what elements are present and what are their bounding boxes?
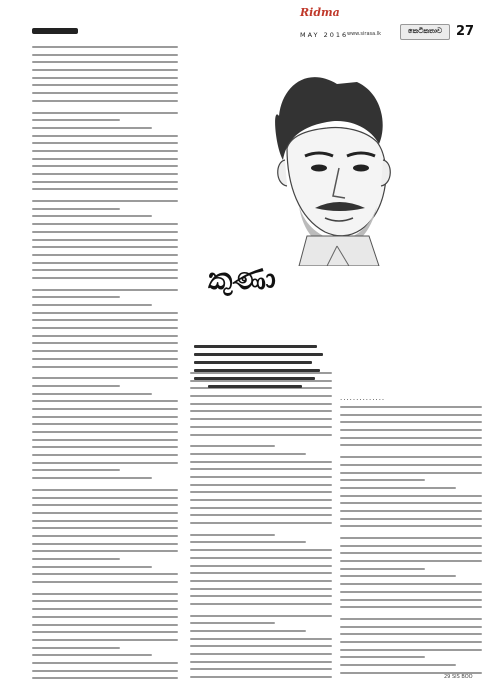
text-line	[32, 200, 178, 202]
text-line	[190, 418, 332, 420]
text-line	[340, 545, 482, 547]
text-line	[32, 54, 178, 56]
text-line	[32, 639, 178, 641]
text-line	[32, 446, 178, 448]
text-line	[340, 495, 482, 497]
text-line	[190, 549, 332, 551]
text-line	[190, 653, 332, 655]
text-line	[32, 423, 178, 425]
text-line	[32, 631, 178, 633]
text-line	[190, 453, 306, 455]
text-line	[340, 537, 482, 539]
text-line	[190, 615, 332, 617]
text-line	[340, 591, 482, 593]
text-line	[190, 461, 332, 463]
text-line	[32, 535, 178, 537]
text-line	[32, 527, 178, 529]
text-line	[340, 464, 482, 466]
section-badge	[400, 24, 450, 40]
text-line	[32, 231, 178, 233]
text-line	[190, 499, 332, 501]
text-line	[32, 304, 152, 306]
text-line	[190, 622, 275, 624]
text-line	[32, 670, 178, 672]
text-line	[32, 312, 178, 314]
text-line	[340, 414, 482, 416]
text-line	[32, 377, 178, 379]
text-line	[32, 550, 178, 552]
text-line	[190, 676, 332, 678]
text-line	[340, 583, 482, 585]
text-line	[190, 645, 332, 647]
text-line	[32, 400, 178, 402]
website: www.sirasa.lk	[347, 31, 382, 37]
text-line	[190, 445, 275, 447]
text-line	[32, 469, 120, 471]
text-line	[32, 543, 178, 545]
text-line	[340, 421, 482, 423]
text-line	[32, 289, 178, 291]
text-line	[340, 641, 482, 643]
text-line	[340, 472, 482, 474]
text-line	[32, 654, 152, 656]
text-line	[32, 61, 178, 63]
text-line	[340, 575, 456, 577]
text-line	[32, 127, 152, 129]
text-line	[32, 662, 178, 664]
text-line	[32, 581, 178, 583]
text-line	[340, 479, 425, 481]
text-line	[32, 165, 178, 167]
text-line	[32, 254, 178, 256]
text-line	[32, 158, 178, 160]
text-line	[190, 426, 332, 428]
text-line	[32, 69, 178, 71]
text-line	[190, 661, 332, 663]
text-line	[190, 410, 332, 412]
text-line	[190, 630, 306, 632]
story-illustration	[187, 56, 480, 266]
text-line	[190, 580, 332, 582]
text-line	[32, 350, 178, 352]
text-line	[32, 173, 178, 175]
text-line	[190, 507, 332, 509]
header-heading-graphic	[32, 25, 262, 37]
text-line	[32, 208, 120, 210]
text-line	[340, 456, 482, 458]
text-line	[32, 188, 178, 190]
text-line	[32, 119, 120, 121]
text-line	[32, 489, 178, 491]
text-line	[32, 296, 120, 298]
text-line	[32, 327, 178, 329]
text-line	[32, 608, 178, 610]
text-line	[32, 416, 178, 418]
text-line	[32, 647, 120, 649]
text-line	[190, 491, 332, 493]
text-line	[32, 497, 178, 499]
issue-date: MAY 2016	[300, 31, 349, 39]
text-line	[340, 606, 482, 608]
text-line	[190, 468, 332, 470]
text-line	[190, 434, 332, 436]
text-line	[32, 393, 152, 395]
story-title: කුණා	[208, 262, 276, 297]
text-line	[32, 342, 178, 344]
text-line	[32, 504, 178, 506]
text-line	[32, 77, 178, 79]
text-line	[32, 215, 152, 217]
text-line	[32, 677, 178, 679]
text-line	[32, 477, 152, 479]
text-line	[32, 100, 178, 102]
text-line	[32, 277, 178, 279]
text-line	[32, 454, 178, 456]
text-line	[32, 239, 178, 241]
column-2-lower	[190, 372, 332, 684]
text-line	[190, 572, 332, 574]
text-line	[190, 565, 332, 567]
text-line	[32, 520, 178, 522]
text-line	[32, 269, 178, 271]
section-label: කෙටිකතාව	[407, 27, 443, 35]
text-line	[190, 595, 332, 597]
text-line	[32, 512, 178, 514]
text-line	[32, 142, 178, 144]
text-line	[32, 408, 178, 410]
text-line	[32, 150, 178, 152]
text-line	[190, 534, 275, 536]
text-line	[340, 599, 482, 601]
section-divider: ..............	[340, 394, 386, 402]
text-line	[340, 649, 482, 651]
text-line	[32, 246, 178, 248]
text-line	[32, 92, 178, 94]
text-line	[190, 638, 332, 640]
text-line	[32, 262, 178, 264]
text-line	[340, 618, 482, 620]
text-line	[340, 664, 456, 666]
magazine-logo: Ridma	[300, 6, 340, 19]
text-line	[32, 358, 178, 360]
text-line	[340, 406, 482, 408]
column-3	[340, 406, 482, 679]
text-line	[32, 319, 178, 321]
text-line	[340, 568, 425, 570]
text-line	[32, 439, 178, 441]
text-line	[32, 431, 178, 433]
page-number: 27	[456, 24, 475, 39]
paragraph-gap	[32, 108, 178, 112]
text-line	[32, 600, 178, 602]
text-line	[340, 656, 425, 658]
text-line	[190, 403, 332, 405]
column-2	[190, 46, 332, 56]
text-line	[32, 223, 178, 225]
text-line	[190, 668, 332, 670]
text-line	[32, 385, 120, 387]
footer-code: 29 SIS BOO	[444, 674, 473, 680]
text-line	[32, 566, 152, 568]
text-line	[340, 487, 456, 489]
column-1	[32, 46, 178, 685]
text-line	[32, 84, 178, 86]
text-line	[190, 603, 332, 605]
text-line	[340, 429, 482, 431]
text-line	[32, 112, 178, 114]
text-line	[32, 335, 178, 337]
text-line	[190, 557, 332, 559]
text-line	[190, 514, 332, 516]
text-line	[32, 181, 178, 183]
text-line	[340, 518, 482, 520]
text-line	[32, 624, 178, 626]
text-line	[190, 484, 332, 486]
text-line	[340, 437, 482, 439]
text-line	[32, 135, 178, 137]
text-line	[32, 366, 178, 368]
text-line	[190, 588, 332, 590]
text-line	[190, 395, 332, 397]
text-line	[340, 444, 482, 446]
text-line	[340, 560, 482, 562]
text-line	[32, 462, 178, 464]
pull-quote	[188, 340, 322, 393]
text-line	[340, 502, 482, 504]
text-line	[190, 476, 332, 478]
text-line	[340, 552, 482, 554]
text-line	[32, 573, 178, 575]
header-left-title	[32, 22, 262, 41]
text-line	[190, 522, 332, 524]
text-line	[340, 510, 482, 512]
text-line	[340, 626, 482, 628]
text-line	[32, 616, 178, 618]
text-line	[190, 541, 306, 543]
man-sketch-icon	[187, 56, 480, 266]
text-line	[32, 46, 178, 48]
text-line	[32, 593, 178, 595]
text-line	[340, 633, 482, 635]
text-line	[340, 525, 482, 527]
text-line	[32, 558, 120, 560]
